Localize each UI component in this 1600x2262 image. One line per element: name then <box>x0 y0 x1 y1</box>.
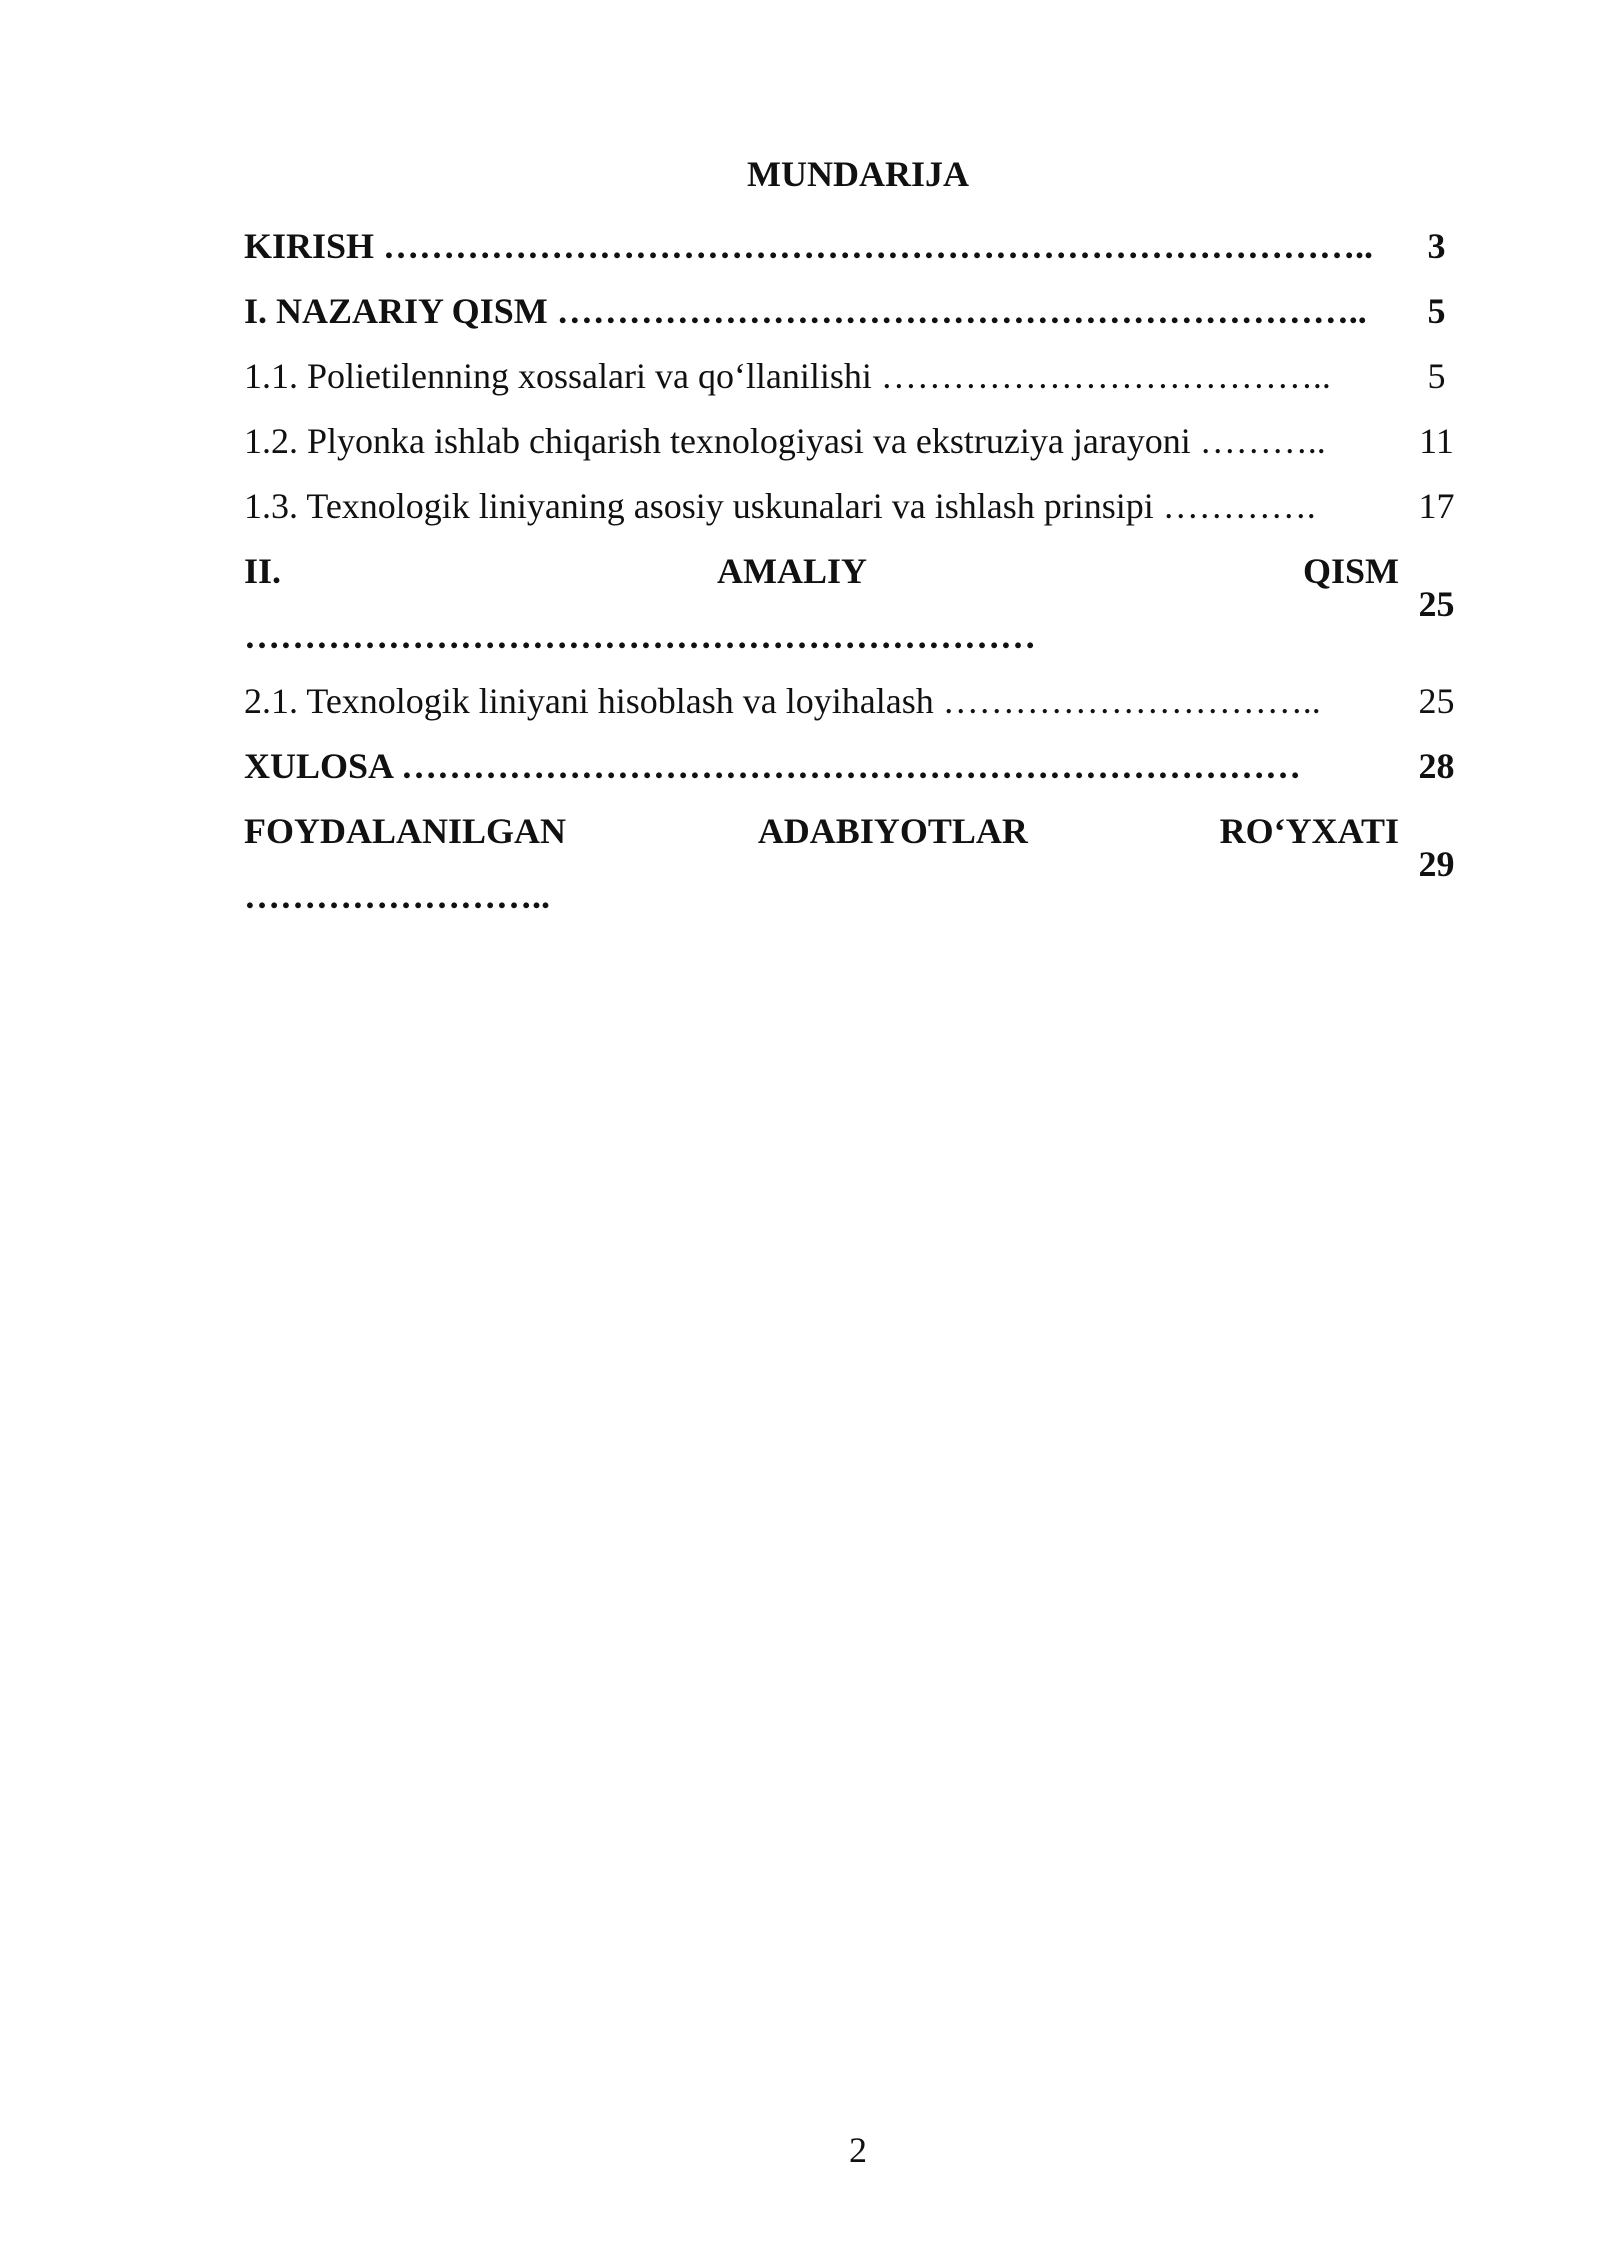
table-of-contents <box>244 214 1474 929</box>
toc-title: MUNDARIJA <box>747 154 969 194</box>
toc-entry-text: 1.3. Texnologik liniyaning asosiy uskunalari va ishlash prinsipi …………. <box>244 486 1316 526</box>
toc-entry-page: 17 <box>1418 486 1455 526</box>
toc-entry-2-1[interactable] <box>244 669 1474 734</box>
toc-entry-leader: …………………….. <box>244 876 550 916</box>
page-number: 2 <box>849 2130 867 2170</box>
toc-entry-page: 25 <box>1418 681 1455 721</box>
toc-entry-nazariy-qism[interactable] <box>244 279 1474 344</box>
toc-entry-page: 3 <box>1427 226 1446 266</box>
toc-entry-page: 25 <box>1418 583 1455 624</box>
toc-entry-text: 2.1. Texnologik liniyani hisoblash va loyihalash ………………………….. <box>244 681 1321 721</box>
toc-entry-word: RO‘YXATI <box>1219 811 1399 851</box>
toc-entry-text: 1.1. Polietilenning xossalari va qo‘llanilishi ……………………………….. <box>244 356 1331 396</box>
toc-entry-page: 5 <box>1427 356 1446 396</box>
toc-entry-adabiyotlar[interactable] <box>244 799 1474 929</box>
toc-entry-page: 28 <box>1418 746 1455 786</box>
toc-entry-word: AMALIY <box>717 551 867 591</box>
toc-entry-text: I. NAZARIY QISM ………………………………………………………….. <box>244 291 1367 331</box>
toc-entry-text <box>244 799 1399 929</box>
toc-entry-page: 29 <box>1418 843 1455 884</box>
toc-entry-justified-line <box>244 799 1399 864</box>
toc-entry-text <box>244 539 1399 669</box>
toc-entry-justified-line <box>244 539 1399 604</box>
toc-entry-leader: ………………………………………………………… <box>244 616 1036 656</box>
toc-entry-1-2[interactable] <box>244 409 1474 474</box>
toc-entry-page: 5 <box>1427 291 1446 331</box>
toc-entry-kirish[interactable] <box>244 214 1474 279</box>
toc-entry-word: FOYDALANILGAN <box>244 811 567 851</box>
toc-entry-word: II. <box>244 551 282 591</box>
toc-entry-text: 1.2. Plyonka ishlab chiqarish texnologiyasi va ekstruziya jarayoni ……….. <box>244 421 1326 461</box>
toc-entry-word: QISM <box>1302 551 1399 591</box>
toc-entry-amaliy-qism[interactable] <box>244 539 1474 669</box>
toc-entry-page: 11 <box>1419 421 1454 461</box>
toc-entry-1-3[interactable] <box>244 474 1474 539</box>
toc-entry-word: ADABIYOTLAR <box>757 811 1028 851</box>
toc-entry-text: XULOSA ………………………………………………………………… <box>244 746 1302 786</box>
toc-entry-1-1[interactable] <box>244 344 1474 409</box>
toc-entry-xulosa[interactable] <box>244 734 1474 799</box>
toc-entry-text: KIRISH ……………………………………………………………………….. <box>244 226 1374 266</box>
